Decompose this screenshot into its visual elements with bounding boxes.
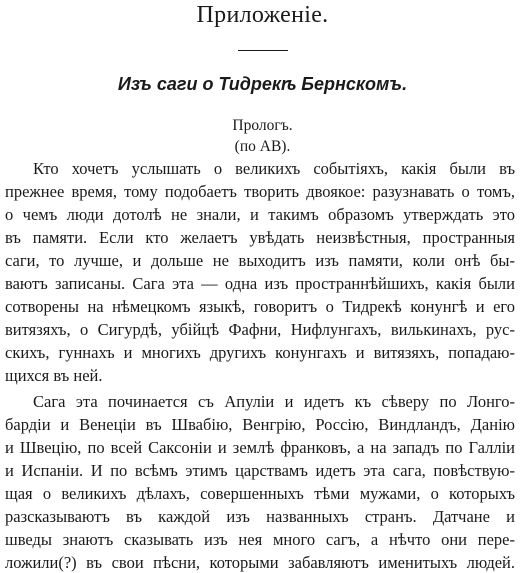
text-line: и Испаніи. И по всѣмъ этимъ царствамъ идетъ эта сага, повѣствую- [5, 461, 515, 480]
text-line: шведы знаютъ сказывать изъ нея много сагъ, а нѣчто они пере- [5, 530, 515, 549]
prologue-label: Прологъ. [232, 117, 293, 134]
text-line: скихъ, гуннахъ и многихъ другихъ конунгахъ и витязяхъ, попадаю- [5, 343, 515, 362]
text-line: и Швецію, по всей Саксоніи и землѣ франковъ, а на западъ по Галліи [5, 438, 515, 457]
text-line: саги, то лучше, и дольше не выходитъ изъ памяти, коли онѣ бы- [5, 251, 515, 270]
text-line: ваютъ записаны. Сага эта — одна изъ пространнѣйшихъ, какія были [5, 274, 515, 293]
text-line: Кто хочетъ услышать о великихъ событіяхъ, какія были въ [33, 159, 515, 178]
text-line: бардіи и Венеціи въ Швабію, Венгрію, Россію, Виндландъ, Данію [5, 415, 515, 434]
page-title: Приложеніе. [196, 2, 329, 28]
text-line: ложили(?) въ свои пѣсни, которыми забавляютъ именитыхъ людей. [5, 553, 515, 572]
text-line: прежнее время, тому подобаетъ творить двоякое: разузнавать о томъ, [5, 182, 515, 201]
text-line: сотворены на нѣмецкомъ языкѣ, говоритъ о Тидрекѣ конунгѣ и его [5, 297, 515, 316]
text-line: щихся въ ней. [5, 366, 103, 385]
source-note: (по AB). [234, 138, 291, 155]
text-line: щая о великихъ дѣлахъ, совершенныхъ тѣми мужами, о которыхъ [5, 484, 515, 503]
text-line: Сага эта починается съ Апуліи и идетъ къ сѣверу по Лонго- [33, 392, 515, 411]
section-heading: Изъ саги о Тидрекѣ Бернскомъ. [117, 74, 408, 94]
text-line: въ памяти. Если кто желаетъ увѣдать неизвѣстныя, пространныя [5, 228, 515, 247]
text-line: витязяхъ, о Сигурдѣ, убійцѣ Фафни, Нифлунгахъ, вилькинахъ, рус- [5, 320, 515, 339]
text-line: о чемъ люди дотолѣ не знали, и такимъ образомъ утверждать это [5, 205, 515, 224]
text-line: разсказываютъ въ каждой изъ названныхъ странъ. Датчане и [5, 507, 515, 526]
title-divider [238, 50, 288, 51]
